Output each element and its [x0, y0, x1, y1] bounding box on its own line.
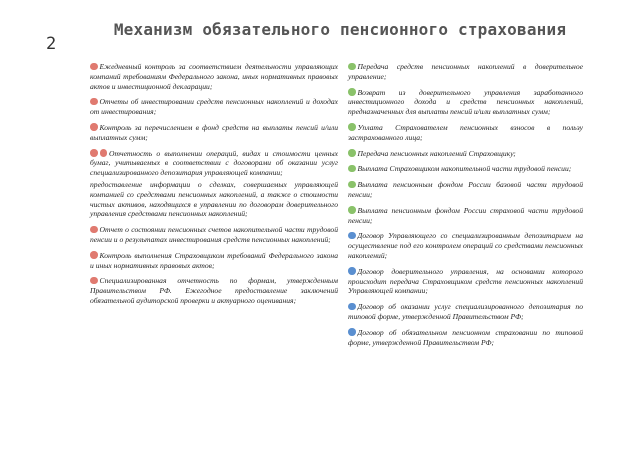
red-bullet-icon — [90, 251, 98, 259]
green-bullet-icon — [348, 165, 356, 173]
right-list-item — [348, 206, 583, 226]
red-bullet-icon — [100, 149, 108, 157]
blue-bullet-icon — [348, 328, 356, 336]
list-item-text: Отчетность о выполнении операций, видах и стоимости ценных бумаг, учитываемых в соответствии с договорами об оказании услуг специализированного депозитария управляющей компании; — [90, 148, 338, 178]
right-list-item — [348, 62, 583, 82]
right-list-item — [348, 267, 583, 296]
right-column — [348, 62, 583, 353]
left-list-item — [90, 225, 338, 245]
list-item-text: Договор доверительного управления, на основании которого происходит передача Страховщиком средств пенсионных накоплений Управляющей компании; — [348, 266, 583, 296]
left-list-item — [90, 149, 338, 178]
list-item-text: предоставление информации о сделках, совершаемых управляющей компанией со средствами пенсионных накоплений, а также о стоимости чистых активов, находящихся в управлении по договорам доверительного управления средствами пенсионных накоплений; — [90, 179, 338, 219]
right-list-item — [348, 328, 583, 348]
blue-bullet-icon — [348, 267, 356, 275]
list-item-text: Передача пенсионных накоплений Страховщику; — [357, 148, 516, 158]
blue-bullet-icon — [348, 232, 356, 240]
list-item-text: Уплата Страхователем пенсионных взносов в пользу застрахованного лица; — [348, 122, 583, 142]
right-list-item — [348, 231, 583, 260]
list-item-text: Выплата Страховщиком накопительной части трудовой пенсии; — [357, 164, 572, 174]
green-bullet-icon — [348, 149, 356, 157]
list-item-text: Договор Управляющего со специализированным депозитарием на осуществление под его контролем операций со средствами пенсионных накоплений; — [348, 231, 583, 260]
slide-number: 2 — [46, 34, 57, 54]
red-bullet-icon — [90, 226, 98, 234]
list-item-text: Передача средств пенсионных накоплений в доверительное управление; — [348, 62, 583, 81]
list-item-text: Договор об оказании услуг специализированного депозитария по типовой форме, утвержденной Правительством РФ; — [348, 302, 583, 321]
left-list-item — [90, 251, 338, 271]
blue-bullet-icon — [348, 303, 356, 311]
red-bullet-icon — [90, 149, 98, 157]
slide-title: Механизм обязательного пенсионного страхования — [113, 20, 567, 39]
list-item-text: Контроль за перечислением в фонд средств на выплаты пенсий и/или выплатных сумм; — [90, 122, 338, 142]
red-bullet-icon — [90, 123, 98, 131]
left-list-item — [90, 123, 338, 143]
right-list-item — [348, 164, 583, 174]
left-list-item — [90, 97, 338, 117]
right-list-item — [348, 302, 583, 322]
list-item-text: Возврат из доверительного управления заработанного инвестиционного дохода и средств пенсионных накоплений, предназначенных для выплаты пенсий и/или выплатных сумм; — [348, 87, 583, 117]
list-item-text: Выплата пенсионным фондом России базовой части трудовой пенсии; — [348, 180, 583, 199]
green-bullet-icon — [348, 181, 356, 189]
green-bullet-icon — [348, 63, 356, 71]
right-list-item — [348, 123, 583, 143]
list-item-text: Специализированная отчетность по формам, утвержденным Правительством РФ. Ежегодное предоставление заключений обязательной аудиторской проверки и актуарного оценивания; — [90, 276, 338, 305]
green-bullet-icon — [348, 206, 356, 214]
red-bullet-icon — [90, 98, 98, 106]
right-list-item — [348, 88, 583, 117]
right-list-item — [348, 149, 583, 159]
list-item-text: Договор об обязательном пенсионном страховании по типовой форме, утвержденной Правительством РФ; — [348, 327, 583, 347]
green-bullet-icon — [348, 88, 356, 96]
red-bullet-icon — [90, 277, 98, 285]
left-list-item — [90, 180, 338, 219]
green-bullet-icon — [348, 123, 356, 131]
list-item-text: Отчеты об инвестировании средств пенсионных накоплений и доходах от инвестирования; — [90, 97, 338, 117]
left-list-item — [90, 276, 338, 305]
right-list-item — [348, 180, 583, 200]
red-bullet-icon — [90, 63, 98, 71]
list-item-text: Контроль выполнения Страховщиком требований Федерального закона и иных нормативных правовых актов; — [90, 250, 338, 270]
left-column — [90, 62, 338, 312]
left-list-item — [90, 62, 338, 91]
list-item-text: Отчет о состоянии пенсионных счетов накопительной части трудовой пенсии и о результатах инвестирования средств пенсионных накоплений; — [90, 225, 338, 244]
list-item-text: Ежедневный контроль за соответствием деятельности управляющих компаний требованиям Федерального закона, иных нормативных правовых актов и инвестиционной декларации; — [90, 62, 338, 91]
list-item-text: Выплата пенсионным фондом России страховой части трудовой пенсии; — [348, 205, 583, 225]
